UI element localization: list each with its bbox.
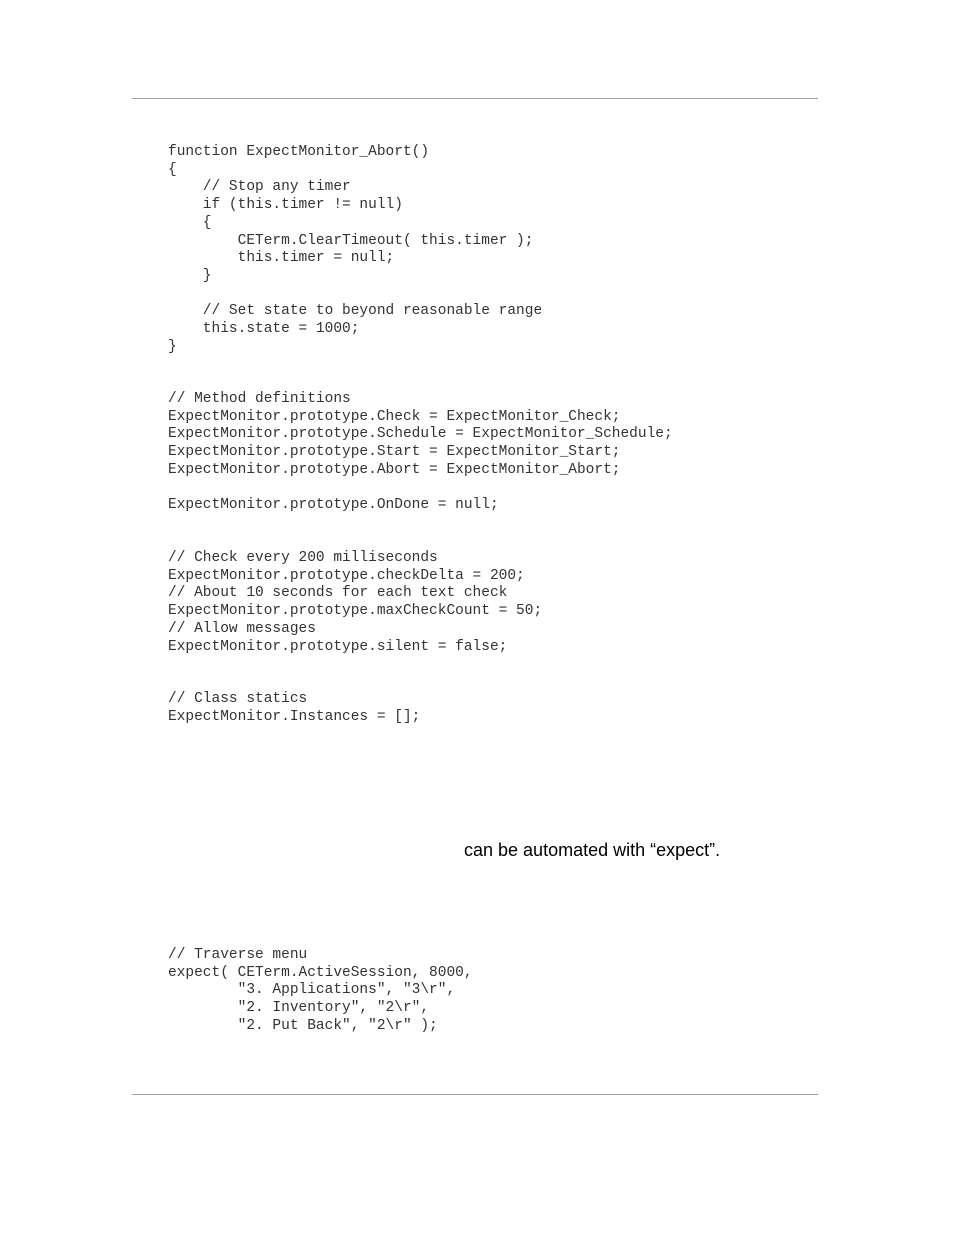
code-line: {	[168, 161, 177, 178]
code-line	[168, 286, 542, 304]
code-line: ExpectMonitor.prototype.checkDelta = 200;	[168, 567, 525, 584]
code-line: ExpectMonitor.prototype.Schedule = ExpectMonitor_Schedule;	[168, 426, 673, 443]
code-line: }	[168, 338, 177, 355]
code-line: "2. Put Back", "2\r" );	[168, 1017, 438, 1034]
code-block-abort-function	[168, 144, 542, 356]
code-line: ExpectMonitor.prototype.maxCheckCount = 50;	[168, 603, 543, 620]
code-line: ExpectMonitor.prototype.Start = ExpectMonitor_Start;	[168, 444, 621, 461]
code-line: this.timer = null;	[168, 250, 395, 267]
code-line: "2. Inventory", "2\r",	[168, 1000, 430, 1017]
code-line: // Check every 200 milliseconds	[168, 550, 438, 566]
code-line: expect( CETerm.ActiveSession, 8000,	[168, 964, 473, 981]
code-line: this.state = 1000;	[168, 321, 360, 338]
code-line: {	[168, 214, 212, 231]
code-block-class-statics	[168, 691, 420, 726]
code-line: // Set state to beyond reasonable range	[168, 303, 543, 320]
code-line: ExpectMonitor.prototype.OnDone = null;	[168, 497, 499, 514]
code-line: if (this.timer != null)	[168, 197, 403, 214]
code-line: ExpectMonitor.Instances = [];	[168, 708, 421, 725]
code-line: // Stop any timer	[168, 179, 351, 196]
code-line: ExpectMonitor.prototype.Check = ExpectMonitor_Check;	[168, 408, 621, 425]
prose-fragment: can be automated with “expect”.	[464, 840, 721, 860]
footer-rule	[132, 1094, 818, 1095]
code-line: // Allow messages	[168, 620, 316, 637]
header-rule	[132, 98, 818, 99]
code-line: "3. Applications", "3\r",	[168, 982, 456, 999]
code-line: }	[168, 267, 212, 284]
code-line	[168, 480, 673, 498]
code-line: function ExpectMonitor_Abort()	[168, 144, 430, 160]
code-line: // About 10 seconds for each text check	[168, 585, 508, 602]
code-block-method-definitions	[168, 391, 673, 515]
code-block-check-settings	[168, 550, 542, 656]
code-line: CETerm.ClearTimeout( this.timer );	[168, 232, 534, 249]
code-line: ExpectMonitor.prototype.Abort = ExpectMonitor_Abort;	[168, 461, 621, 478]
code-line: // Class statics	[168, 691, 308, 707]
code-line: ExpectMonitor.prototype.silent = false;	[168, 638, 508, 655]
code-line: // Method definitions	[168, 391, 351, 407]
code-line: // Traverse menu	[168, 947, 308, 963]
code-block-traverse-menu	[168, 947, 473, 1036]
